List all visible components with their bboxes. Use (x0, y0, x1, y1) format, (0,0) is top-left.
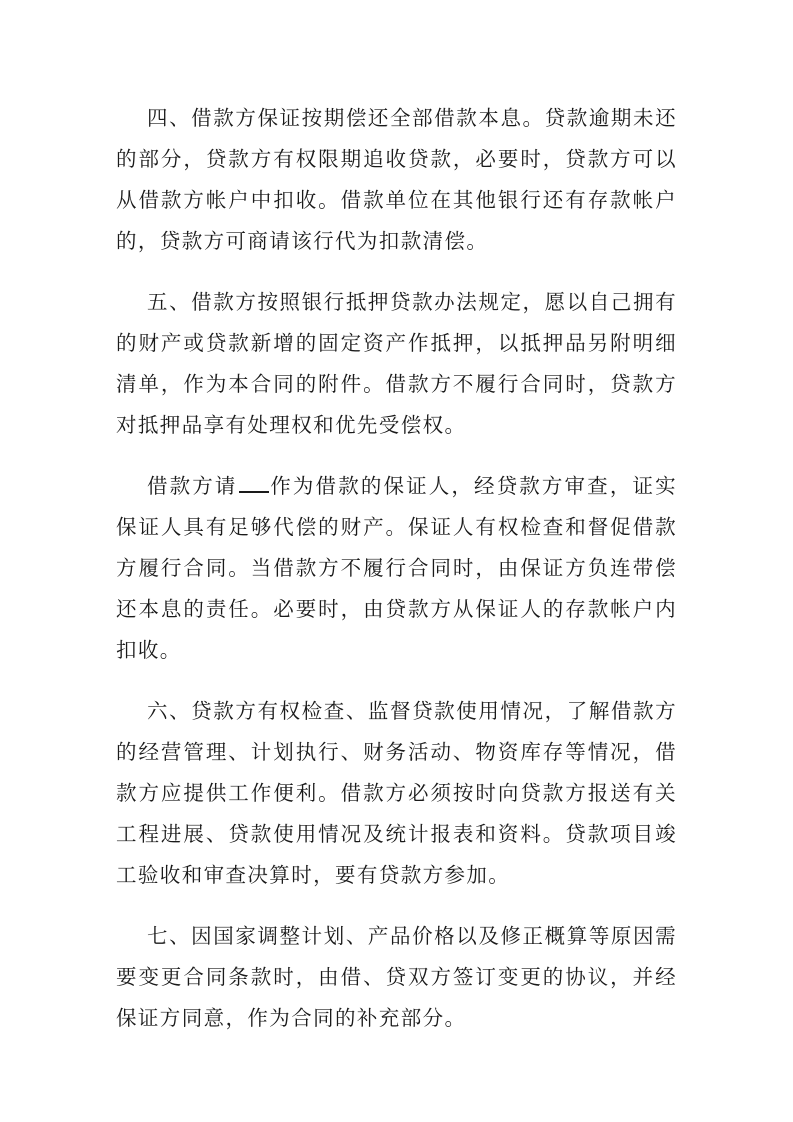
guarantor-paragraph (116, 466, 677, 671)
guarantor-text-after-blank: 作为借款的保证人，经贷款方审查，证实保证人具有足够代偿的财产。保证人有权检查和督促借款方履行合同。当借款方不履行合同时，由保证方负连带偿还本息的责任。必要时，由贷款方从保证人的存款帐户内扣收。 (116, 474, 677, 662)
clause-four-paragraph: 四、借款方保证按期偿还全部借款本息。贷款逾期未还的部分，贷款方有权限期追收贷款，必要时，贷款方可以从借款方帐户中扣收。借款单位在其他银行还有存款帐户的，贷款方可商请该行代为扣款清偿。 (116, 106, 677, 253)
guarantor-name-blank (239, 490, 269, 493)
clause-seven-paragraph: 七、因国家调整计划、产品价格以及修正概算等原因需要变更合同条款时，由借、贷双方签订变更的协议，并经保证方同意，作为合同的补充部分。 (116, 924, 677, 1030)
clause-five-paragraph: 五、借款方按照银行抵押贷款办法规定，愿以自己拥有的财产或贷款新增的固定资产作抵押，以抵押品另附明细清单，作为本合同的附件。借款方不履行合同时，贷款方对抵押品享有处理权和优先受偿权。 (116, 290, 677, 437)
clause-six-paragraph: 六、贷款方有权检查、监督贷款使用情况，了解借款方的经营管理、计划执行、财务活动、物资库存等情况，借款方应提供工作便利。借款方必须按时向贷款方报送有关工程进展、贷款使用情况及统计报表和资料。贷款项目竣工验收和审查决算时，要有贷款方参加。 (116, 699, 677, 887)
document-body (116, 98, 677, 1059)
guarantor-text-before-blank: 借款方请 (147, 474, 238, 498)
